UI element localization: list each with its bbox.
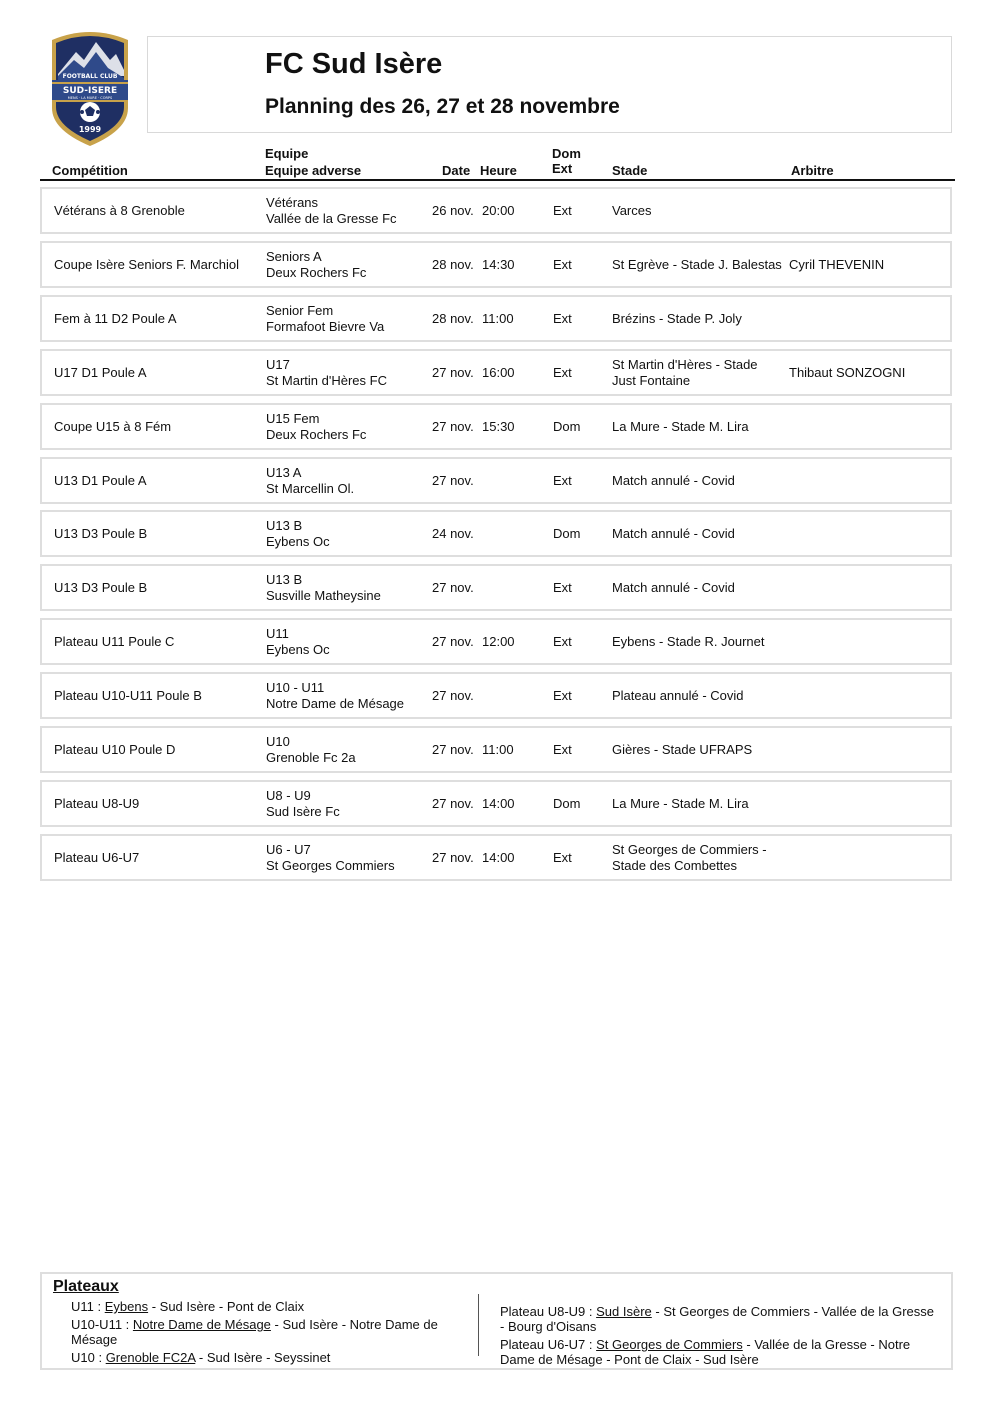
opponent-name: Formafoot Bievre Va (266, 318, 385, 334)
opponent-name: Grenoble Fc 2a (266, 749, 356, 765)
col-header-ext: Ext (552, 161, 573, 176)
match-row (40, 510, 952, 557)
plateau-teams: - Sud Isère - Seyssinet (195, 1350, 331, 1365)
competition-cell: U13 D1 Poule A (54, 472, 147, 488)
plateau-line (71, 1317, 471, 1347)
plateau-host: Grenoble FC2A (105, 1350, 196, 1365)
match-row (40, 834, 952, 881)
competition-cell: U17 D1 Poule A (54, 364, 147, 380)
opponent-name: St Martin d'Hères FC (266, 372, 387, 388)
plateau-line (500, 1304, 940, 1334)
date-cell: 28 nov. (432, 256, 474, 272)
team-cell (266, 518, 426, 550)
col-header-date: Date (442, 163, 471, 178)
date-cell: 27 nov. (432, 633, 474, 649)
dom-ext-cell: Ext (553, 687, 572, 703)
plateau-host: Eybens (104, 1299, 149, 1314)
club-logo (44, 30, 136, 148)
stade-cell: St Egrève - Stade J. Balestas (612, 256, 782, 272)
time-cell: 16:00 (482, 364, 515, 380)
plateau-line (71, 1299, 471, 1314)
dom-ext-cell: Ext (553, 364, 572, 380)
opponent-name: Eybens Oc (266, 533, 330, 549)
opponent-name: Deux Rochers Fc (266, 264, 367, 280)
page-title: FC Sud Isère (265, 48, 443, 80)
arbitre-cell: Thibaut SONZOGNI (789, 364, 906, 380)
stade-cell: Varces (612, 202, 652, 218)
team-cell (266, 842, 426, 874)
date-cell: 27 nov. (432, 849, 474, 865)
team-name: U15 Fem (266, 410, 320, 426)
stade-cell: Match annulé - Covid (612, 525, 735, 541)
date-cell: 27 nov. (432, 687, 474, 703)
competition-cell: Plateau U10-U11 Poule B (54, 687, 202, 703)
team-name: U6 - U7 (266, 841, 311, 857)
page-subtitle: Planning des 26, 27 et 28 novembre (265, 95, 620, 118)
plateau-line (500, 1337, 940, 1367)
time-cell: 14:00 (482, 849, 515, 865)
arbitre-cell: Cyril THEVENIN (789, 256, 885, 272)
team-name: U11 (266, 625, 289, 641)
plateau-label: Plateau U8-U9 : (500, 1304, 597, 1319)
dom-ext-cell: Ext (553, 849, 572, 865)
match-row (40, 457, 952, 504)
time-cell: 11:00 (482, 741, 514, 757)
team-cell (266, 734, 426, 766)
date-cell: 24 nov. (432, 525, 474, 541)
team-name: Seniors A (266, 248, 322, 264)
team-name: U8 - U9 (266, 787, 311, 803)
col-header-stade: Stade (612, 163, 648, 178)
match-row (40, 672, 952, 719)
plateau-teams: - Sud Isère - Pont de Claix (148, 1299, 305, 1314)
opponent-name: St Georges Commiers (266, 857, 395, 873)
dom-ext-cell: Ext (553, 579, 572, 595)
match-row (40, 241, 952, 288)
date-cell: 27 nov. (432, 795, 474, 811)
col-header-competition: Compétition (52, 163, 128, 178)
time-cell: 11:00 (482, 310, 514, 326)
logo-towns: MENS · LA MURE · CORPS (67, 96, 113, 100)
dom-ext-cell: Ext (553, 741, 572, 757)
match-row (40, 780, 952, 827)
col-header-heure: Heure (480, 163, 517, 178)
opponent-name: Deux Rochers Fc (266, 426, 367, 442)
match-row (40, 618, 952, 665)
time-cell: 12:00 (482, 633, 515, 649)
dom-ext-cell: Ext (553, 472, 572, 488)
stade-cell: St Martin d'Hères - Stade Just Fontaine (612, 356, 758, 388)
stade-cell: Eybens - Stade R. Journet (612, 633, 765, 649)
date-cell: 27 nov. (432, 472, 474, 488)
team-cell (266, 411, 426, 443)
competition-cell: Plateau U10 Poule D (54, 741, 176, 757)
team-name: Senior Fem (266, 302, 334, 318)
plateaux-divider (478, 1294, 479, 1356)
team-cell (266, 626, 426, 658)
stade-cell: La Mure - Stade M. Lira (612, 418, 749, 434)
competition-cell: Vétérans à 8 Grenoble (54, 202, 185, 218)
plateau-teams: - St Georges de Commiers - Vallée de la Gresse - Bourg d'Oisans (500, 1304, 935, 1334)
team-cell (266, 572, 426, 604)
competition-cell: Plateau U6-U7 (54, 849, 140, 865)
team-cell (266, 303, 426, 335)
competition-cell: Coupe Isère Seniors F. Marchiol (54, 256, 239, 272)
dom-ext-cell: Ext (553, 202, 572, 218)
stade-cell: Gières - Stade UFRAPS (612, 741, 753, 757)
team-name: U13 B (266, 517, 303, 533)
competition-cell: Plateau U11 Poule C (54, 633, 175, 649)
opponent-name: Notre Dame de Mésage (266, 695, 405, 711)
stade-cell: La Mure - Stade M. Lira (612, 795, 749, 811)
competition-cell: U13 D3 Poule B (54, 579, 148, 595)
stade-cell: Plateau annulé - Covid (612, 687, 744, 703)
competition-cell: Coupe U15 à 8 Fém (54, 418, 172, 434)
plateau-host: Sud Isère (596, 1304, 652, 1319)
col-header-dom: Dom (552, 146, 581, 161)
match-row (40, 564, 952, 611)
competition-cell: Fem à 11 D2 Poule A (54, 310, 177, 326)
team-name: U13 B (266, 571, 303, 587)
team-name: U10 - U11 (266, 679, 325, 695)
team-cell (266, 788, 426, 820)
plateau-label: Plateau U6-U7 : (500, 1337, 597, 1352)
col-header-arbitre: Arbitre (791, 163, 834, 178)
team-cell (266, 249, 426, 281)
team-name: U13 A (266, 464, 302, 480)
opponent-name: St Marcellin Ol. (266, 480, 355, 496)
opponent-name: Eybens Oc (266, 641, 330, 657)
team-cell (266, 465, 426, 497)
plateau-label: U11 : (71, 1299, 105, 1314)
header-divider (40, 179, 955, 181)
plateau-host: St Georges de Commiers (596, 1337, 743, 1352)
date-cell: 27 nov. (432, 579, 474, 595)
stade-cell: Brézins - Stade P. Joly (612, 310, 742, 326)
date-cell: 27 nov. (432, 418, 474, 434)
date-cell: 26 nov. (432, 202, 474, 218)
stade-cell: Match annulé - Covid (612, 579, 735, 595)
opponent-name: Susville Matheysine (266, 587, 381, 603)
team-name: U10 (266, 733, 290, 749)
dom-ext-cell: Ext (553, 310, 572, 326)
date-cell: 27 nov. (432, 364, 474, 380)
team-cell (266, 680, 426, 712)
time-cell: 15:30 (482, 418, 515, 434)
team-cell (266, 357, 426, 389)
competition-cell: U13 D3 Poule B (54, 525, 148, 541)
date-cell: 27 nov. (432, 741, 474, 757)
date-cell: 28 nov. (432, 310, 474, 326)
plateau-host: Notre Dame de Mésage (132, 1317, 271, 1332)
competition-cell: Plateau U8-U9 (54, 795, 140, 811)
match-row (40, 349, 952, 396)
logo-top-text: FOOTBALL CLUB (62, 73, 118, 80)
dom-ext-cell: Dom (553, 525, 581, 541)
plateau-label: U10 : (71, 1350, 106, 1365)
dom-ext-cell: Dom (553, 795, 581, 811)
plateau-line (71, 1350, 471, 1365)
time-cell: 20:00 (482, 202, 515, 218)
plateau-label: U10-U11 : (71, 1317, 133, 1332)
match-row (40, 403, 952, 450)
dom-ext-cell: Dom (553, 418, 581, 434)
opponent-name: Sud Isère Fc (266, 803, 340, 819)
stade-cell: Match annulé - Covid (612, 472, 735, 488)
team-name: Vétérans (266, 194, 319, 210)
plateau-teams: - Vallée de la Gresse - Notre Dame de Mésage - Pont de Claix - Sud Isère (500, 1337, 911, 1367)
team-cell (266, 195, 426, 227)
logo-name: SUD-ISERE (62, 86, 118, 96)
dom-ext-cell: Ext (553, 633, 572, 649)
col-header-equipe-adverse: Equipe adverse (265, 163, 362, 178)
match-row (40, 726, 952, 773)
col-header-equipe: Equipe (265, 146, 309, 161)
dom-ext-cell: Ext (553, 256, 572, 272)
time-cell: 14:30 (482, 256, 515, 272)
time-cell: 14:00 (482, 795, 515, 811)
plateaux-title: Plateaux (53, 1278, 119, 1295)
team-name: U17 (266, 356, 290, 372)
match-row (40, 295, 952, 342)
stade-cell: St Georges de Commiers - Stade des Combettes (612, 841, 767, 873)
match-row (40, 187, 952, 234)
opponent-name: Vallée de la Gresse Fc (266, 210, 397, 226)
plateau-teams: - Sud Isère - Notre Dame de Mésage (71, 1317, 438, 1347)
logo-year: 1999 (78, 125, 102, 134)
